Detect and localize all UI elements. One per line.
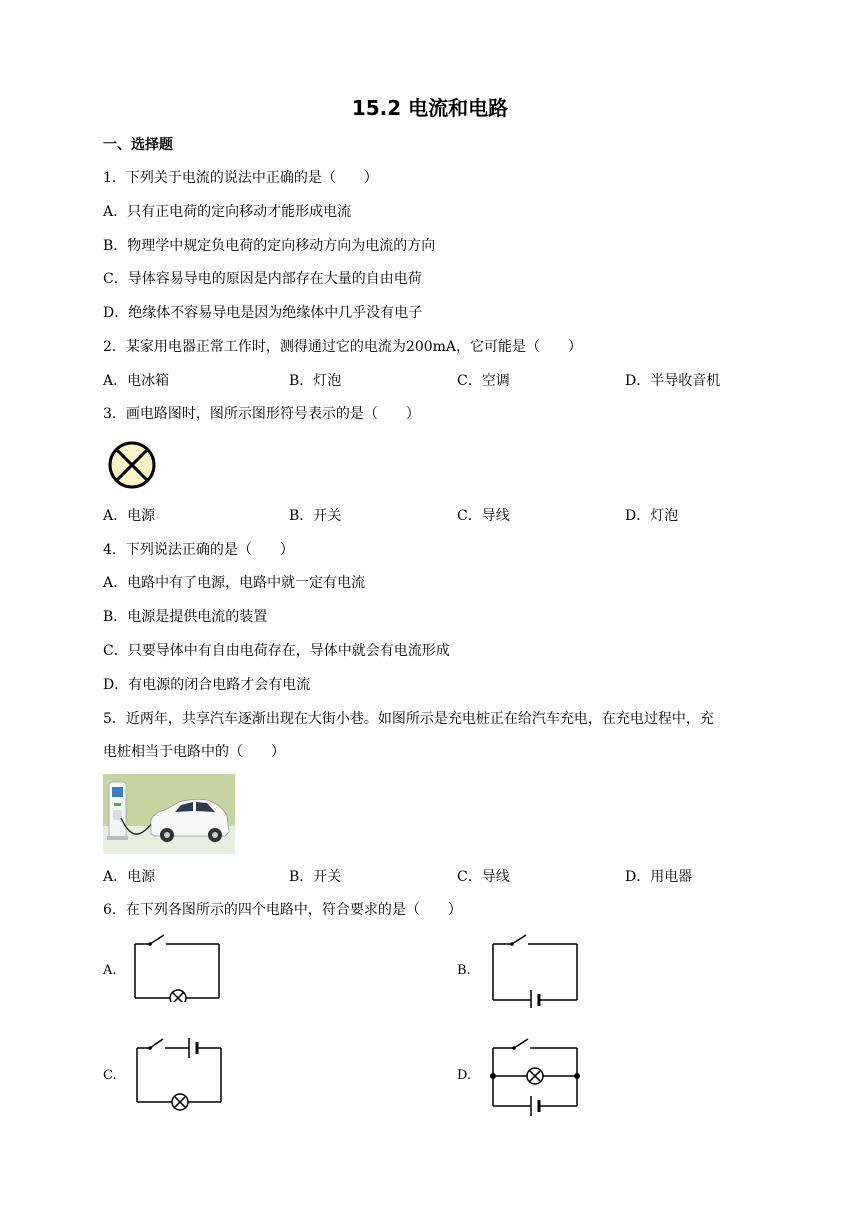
question-3-option-a: A．电源 [103, 508, 156, 524]
question-5-option-c: C．导线 [457, 869, 510, 885]
section-heading: 一、选择题 [103, 137, 173, 153]
question-1-option-c: C．导体容易导电的原因是内部存在大量的自由电荷 [103, 271, 422, 287]
question-2-stem: 2．某家用电器正常工作时，测得通过它的电流为200mA，它可能是（ ） [103, 339, 583, 355]
circuit-d-label: D. [457, 1068, 472, 1083]
question-5-option-a: A．电源 [103, 869, 156, 885]
question-3-stem: 3．画电路图时，图所示图形符号表示的是（ ） [103, 406, 420, 422]
question-4-option-d: D．有电源的闭合电路才会有电流 [103, 677, 311, 693]
circuit-c-diagram [132, 1032, 228, 1112]
question-2-option-b: B．灯泡 [289, 373, 342, 389]
question-1-option-a: A．只有正电荷的定向移动才能形成电流 [103, 204, 352, 220]
question-3-option-d: D．灯泡 [625, 508, 679, 524]
question-1-option-d: D．绝缘体不容易导电是因为绝缘体中几乎没有电子 [103, 305, 423, 321]
charging-station-car-image [103, 774, 235, 854]
question-5-stem-line-2: 电桩相当于电路中的（ ） [103, 744, 285, 760]
circuit-a-label: A. [103, 963, 117, 978]
question-4-option-a: A．电路中有了电源，电路中就一定有电流 [103, 575, 366, 591]
question-1-option-b: B．物理学中规定负电荷的定向移动方向为电流的方向 [103, 238, 436, 254]
circuit-b-label: B. [457, 963, 471, 978]
question-4-option-c: C．只要导体中有自由电荷存在，导体中就会有电流形成 [103, 643, 450, 659]
question-6-stem: 6．在下列各图所示的四个电路中，符合要求的是（ ） [103, 902, 462, 918]
circuit-c-label: C. [103, 1068, 117, 1083]
question-4-stem: 4．下列说法正确的是（ ） [103, 542, 294, 558]
question-4-option-b: B．电源是提供电流的装置 [103, 609, 268, 625]
circuit-d-diagram [488, 1032, 584, 1116]
question-5-option-b: B．开关 [289, 869, 342, 885]
question-1-stem: 1．下列关于电流的说法中正确的是（ ） [103, 170, 378, 186]
question-2-option-d: D．半导收音机 [625, 373, 721, 389]
page-title: 15.2 电流和电路 [351, 96, 509, 120]
question-2-option-c: C．空调 [457, 373, 510, 389]
question-3-option-b: B．开关 [289, 508, 342, 524]
question-5-stem-line-1: 5．近两年，共享汽车逐渐出现在大街小巷。如图所示是充电桩正在给汽车充电，在充电过程中，充 [103, 711, 714, 727]
circuit-b-diagram [488, 930, 584, 1008]
question-5-option-d: D．用电器 [625, 869, 693, 885]
lamp-symbol-icon [107, 440, 157, 490]
circuit-a-diagram [130, 930, 226, 1002]
question-3-option-c: C．导线 [457, 508, 510, 524]
question-2-option-a: A．电冰箱 [103, 373, 170, 389]
